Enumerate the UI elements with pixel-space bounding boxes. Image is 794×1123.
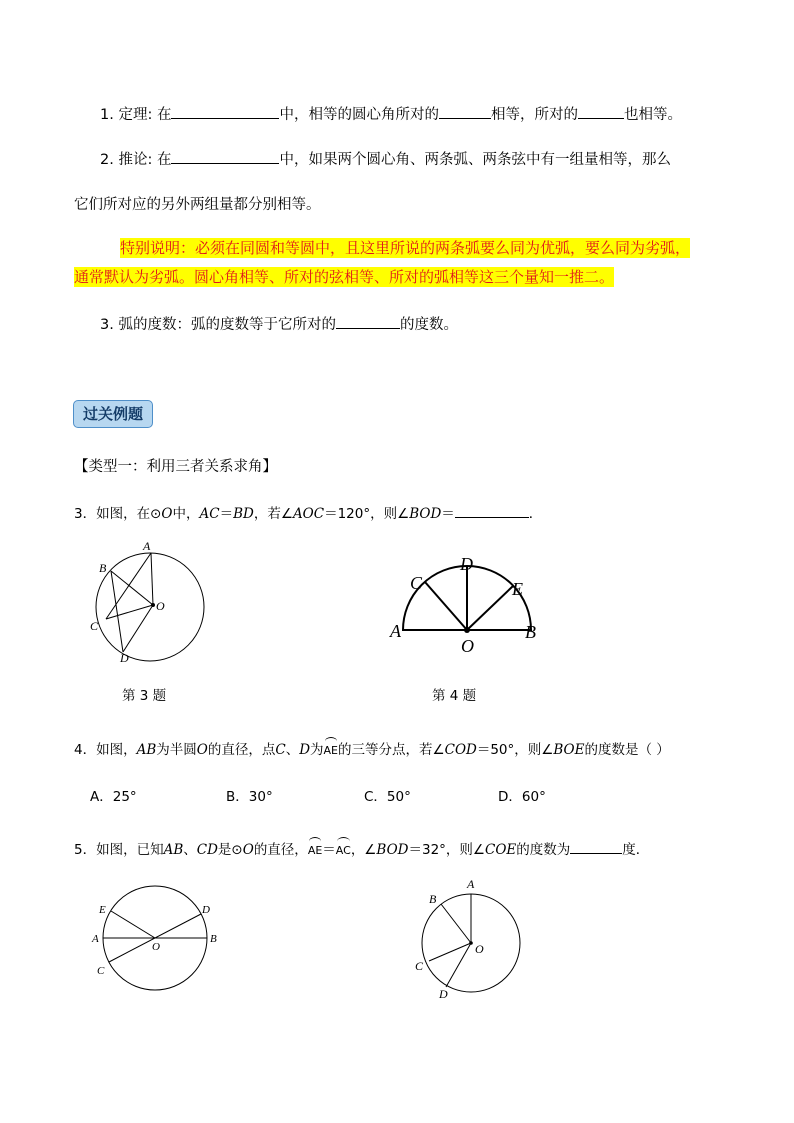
special-note-line-2: 通常默认为劣弧。圆心角相等、所对的弦相等、所对的弧相等这三个量知一推二。: [74, 268, 615, 286]
fig4-label-d: D: [460, 554, 473, 574]
fig6-line-ob: [441, 904, 471, 943]
fig6-label-c: C: [415, 959, 424, 973]
arc-ae-2: AE: [307, 844, 323, 857]
blank-q3[interactable]: [455, 503, 529, 518]
fig3-circle: [96, 553, 204, 661]
fig3-line-od: [123, 605, 153, 652]
figure-6: [410, 873, 530, 1005]
fig3-line-bo: [111, 571, 153, 605]
fig4-label-c: C: [410, 573, 423, 593]
theorem-line: 1. 定理: 在 中，相等的圆心角所对的 相等，所对的 也相等。: [100, 103, 682, 124]
fig6-label-a: A: [467, 877, 475, 891]
blank-q5[interactable]: [570, 839, 622, 854]
arc-ae: AE: [323, 744, 338, 757]
fig5-line-oe: [111, 911, 155, 938]
option-d[interactable]: D．60°: [498, 789, 546, 805]
fig3-center-dot: [151, 603, 155, 607]
fig4-label-b: B: [525, 622, 536, 642]
corollary-line-1: 2. 推论: 在 中，如果两个圆心角、两条弧、两条弦中有一组量相等，那么: [100, 148, 671, 169]
fig3-label-c: C: [90, 619, 99, 633]
corollary-line-2: 它们所对应的另外两组量都分别相等。: [74, 197, 321, 213]
question-5: 5．如图，已知AB、CD是⊙O的直径，AE＝AC，∠BOD＝32°，则∠COE的度数为 度．: [74, 838, 649, 858]
figure-3: [80, 535, 220, 665]
option-b[interactable]: B．30°: [226, 789, 273, 805]
fig6-center-dot: [469, 941, 473, 945]
fig4-caption: 第 4 题: [432, 688, 477, 704]
arc-degree-line: 3. 弧的度数：弧的度数等于它所对的 的度数。: [100, 313, 458, 334]
blank-5[interactable]: [336, 314, 400, 329]
figure-4: [385, 548, 550, 656]
fig4-line-oc: [425, 582, 467, 630]
fig3-label-a: A: [143, 539, 151, 553]
figure-5: [85, 873, 230, 993]
fig5-label-b: B: [210, 933, 217, 945]
fig5-label-a: A: [92, 933, 99, 945]
special-note-line-1: 特别说明：必须在同圆和等圆中，且这里所说的两条弧要么同为优弧，要么同为劣弧，: [120, 239, 691, 257]
blank-3[interactable]: [578, 104, 624, 119]
fig6-label-o: O: [475, 942, 484, 956]
question-3: 3．如图，在⊙O中，AC＝BD，若∠AOC＝120°，则∠BOD＝ ．: [74, 502, 542, 522]
fig4-line-oe: [467, 586, 513, 630]
fig6-line-od: [446, 943, 471, 987]
fig4-center-dot: [464, 627, 470, 633]
fig3-label-b: B: [99, 561, 107, 575]
fig5-label-c: C: [97, 965, 105, 977]
fig5-label-e: E: [99, 904, 106, 916]
fig6-line-oc: [429, 943, 471, 961]
fig3-line-bd: [111, 571, 123, 652]
fig6-label-b: B: [429, 892, 437, 906]
option-c[interactable]: C．50°: [364, 789, 411, 805]
type-heading: 【类型一：利用三者关系求角】: [74, 459, 277, 475]
fig5-label-o: O: [152, 941, 160, 953]
fig4-label-o: O: [461, 636, 474, 656]
section-badge: 过关例题: [73, 400, 153, 428]
fig5-label-d: D: [202, 904, 210, 916]
fig3-line-ao: [151, 553, 153, 605]
fig4-label-a: A: [390, 621, 401, 641]
fig3-label-o: O: [156, 599, 165, 613]
blank-4[interactable]: [171, 149, 279, 164]
blank-2[interactable]: [439, 104, 491, 119]
fig4-label-e: E: [512, 579, 523, 599]
fig3-label-d: D: [120, 651, 129, 665]
fig3-caption: 第 3 题: [122, 688, 167, 704]
question-4: 4．如图，AB为半圆O的直径，点C、D为AE的三等分点，若∠COD＝50°，则∠BOE的度数是（ ）: [74, 742, 670, 758]
fig6-label-d: D: [439, 987, 448, 1001]
arc-ac: AC: [335, 844, 351, 857]
option-a[interactable]: A．25°: [90, 789, 137, 805]
blank-1[interactable]: [171, 104, 279, 119]
